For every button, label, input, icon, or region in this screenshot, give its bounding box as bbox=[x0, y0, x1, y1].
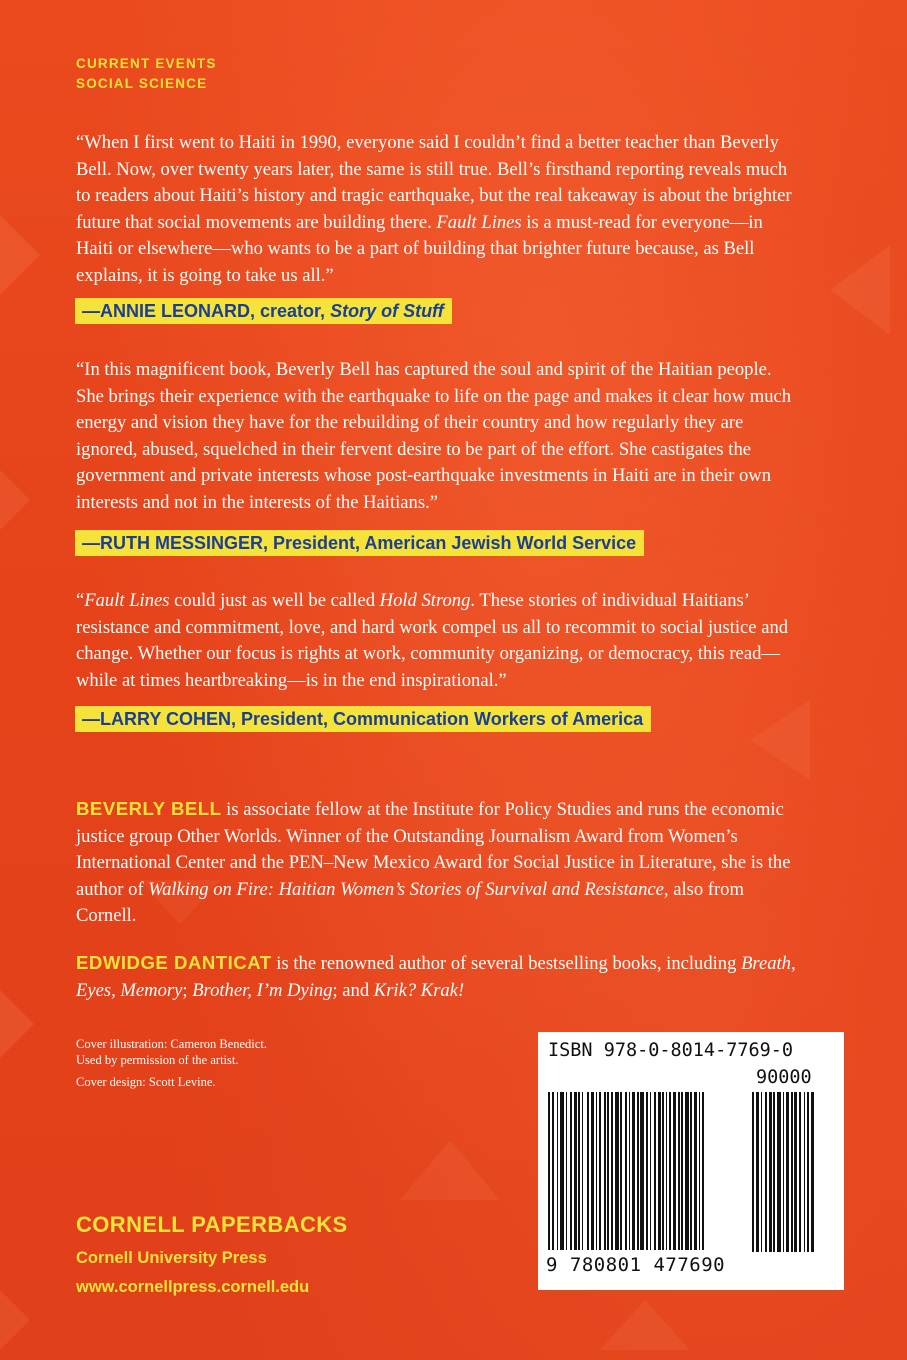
blurb-attribution bbox=[75, 298, 452, 324]
book-title: Fault Lines bbox=[84, 590, 170, 611]
barcode-bar bbox=[804, 1092, 805, 1252]
blurb-text: “In this magnificent book, Beverly Bell has captured the soul and spirit of the Haitian people. She brings their experience with the earthquake to life on the page and makes it clear how much energy and vision they have for the rebuilding of their country and how regularly they are ignored, abused, squelched in their fervent desire to be part of the effort. She castigates the government and private interests whose post-earthquake investments in Haiti are in their own interests and not in the interests of the Haitians.” bbox=[76, 359, 792, 513]
barcode-bar bbox=[777, 1092, 781, 1252]
barcode-bar bbox=[582, 1092, 583, 1250]
barcode-bar bbox=[807, 1092, 809, 1252]
barcode-bar bbox=[666, 1092, 667, 1250]
barcode-bar bbox=[607, 1092, 609, 1250]
author-name: BEVERLY BELL bbox=[76, 798, 222, 819]
barcode-bar bbox=[615, 1092, 619, 1250]
barcode-bar bbox=[560, 1092, 564, 1250]
barcode-bar bbox=[629, 1092, 630, 1250]
author-bio bbox=[76, 950, 796, 1004]
barcode-bar bbox=[791, 1092, 793, 1252]
barcode-bar bbox=[681, 1092, 683, 1250]
press-name: Cornell University Press bbox=[76, 1249, 267, 1267]
ean-bars bbox=[548, 1092, 738, 1250]
barcode-bar bbox=[702, 1092, 704, 1250]
barcode-bar bbox=[685, 1092, 689, 1250]
barcode-bar bbox=[557, 1092, 558, 1250]
barcode-bar bbox=[669, 1092, 671, 1250]
addon-bars bbox=[752, 1092, 834, 1282]
illustration-credit: Cover illustration: Cameron Benedict. bbox=[76, 1037, 267, 1051]
barcode-bar bbox=[658, 1092, 661, 1250]
bio-text: is the renowned author of several bestselling books, including bbox=[271, 953, 742, 974]
blurb-text: could just as well be called bbox=[169, 590, 380, 611]
barcode-bar bbox=[786, 1092, 789, 1252]
barcode-bar bbox=[769, 1092, 772, 1252]
bio-text: is associate fellow at the Institute for Policy Studies and runs the economic justice group Other Worlds. Winner of the Outstanding Journalism Award from Women’s International Center and the PEN–New Mexico Award for Social Justice in Literature, she is the author of bbox=[76, 799, 791, 900]
barcode-bar bbox=[699, 1092, 700, 1250]
book-title: Fault Lines bbox=[436, 211, 522, 233]
barcode-bar bbox=[773, 1092, 775, 1252]
barcode-bar bbox=[794, 1092, 797, 1252]
blurb-text: “When I first went to Haiti in 1990, everyone said I couldn’t find a better teacher than Beverly Bell. Now, over twenty years later, the same is still true. Bell’s firsthand reporting reveals much to readers about Haiti’s history and tragic earthquake, but the real takeaway is about the brighter future that social movements are building there. bbox=[76, 132, 792, 233]
barcode-bar bbox=[783, 1092, 784, 1252]
barcode-bar bbox=[596, 1092, 597, 1250]
barcode-bar bbox=[570, 1092, 572, 1250]
attribution-name: —RUTH MESSINGER, bbox=[82, 533, 269, 553]
isbn-barcode bbox=[538, 1032, 844, 1290]
design-credit: Cover design: Scott Levine. bbox=[76, 1075, 216, 1089]
blurb-quote bbox=[76, 357, 796, 516]
barcode-bar bbox=[640, 1092, 644, 1250]
barcode-bar bbox=[752, 1092, 754, 1252]
quote-mark: “ bbox=[76, 590, 85, 611]
barcode-bar bbox=[604, 1092, 606, 1250]
barcode-bar bbox=[591, 1092, 594, 1250]
category-label: SOCIAL SCIENCE bbox=[76, 76, 208, 91]
barcode-bar bbox=[632, 1092, 635, 1250]
isbn-label: ISBN 978-0-8014-7769-0 bbox=[548, 1040, 794, 1061]
ean-digits: 9 780801 477690 bbox=[546, 1254, 726, 1276]
barcode-bar bbox=[637, 1092, 639, 1250]
book-title: Breath, Eyes, Memory bbox=[76, 953, 796, 1001]
permission-credit: Used by permission of the artist. bbox=[76, 1053, 239, 1067]
barcode-bar bbox=[694, 1092, 697, 1250]
blurb-text: is a must-read for everyone—in Haiti or elsewhere—who wants to be a part of building that brighter future because, as Bell explains, it is going to take us all.” bbox=[76, 211, 763, 286]
price-code: 90000 bbox=[756, 1067, 812, 1088]
barcode-bar bbox=[765, 1092, 767, 1252]
attribution-name: —ANNIE LEONARD, bbox=[82, 301, 256, 321]
barcode-bar bbox=[761, 1092, 762, 1252]
barcode-bar bbox=[673, 1092, 676, 1250]
barcode-bar bbox=[756, 1092, 759, 1252]
barcode-bar bbox=[625, 1092, 627, 1250]
blurb-attribution bbox=[75, 530, 644, 556]
attribution-role: President, American Jewish World Service bbox=[268, 533, 637, 553]
book-title: Hold Strong bbox=[379, 590, 471, 611]
attribution-role: creator, bbox=[255, 301, 331, 321]
bio-text: ; and bbox=[332, 979, 374, 1001]
barcode-bar bbox=[678, 1092, 680, 1250]
barcode-bar bbox=[548, 1092, 550, 1250]
imprint-name: CORNELL PAPERBACKS bbox=[76, 1212, 348, 1237]
barcode-bar bbox=[811, 1092, 814, 1252]
barcode-bar bbox=[578, 1092, 580, 1250]
author-bio bbox=[76, 796, 796, 930]
author-name: EDWIDGE DANTICAT bbox=[76, 952, 272, 973]
bio-text: ; bbox=[182, 979, 193, 1001]
barcode-bar bbox=[654, 1092, 656, 1250]
blurb-quote bbox=[76, 588, 796, 694]
barcode-bar bbox=[587, 1092, 589, 1250]
barcode-bar bbox=[650, 1092, 651, 1250]
book-title: Krik? Krak! bbox=[373, 979, 465, 1001]
blurb-attribution bbox=[75, 706, 651, 732]
barcode-bar bbox=[662, 1092, 664, 1250]
book-title: Walking on Fire: Haitian Women’s Stories of Survival and Resistance bbox=[148, 878, 664, 900]
barcode-bar bbox=[566, 1092, 567, 1250]
attribution-name: —LARRY COHEN, bbox=[82, 709, 237, 729]
barcode-bar bbox=[620, 1092, 622, 1250]
barcode-bar bbox=[799, 1092, 801, 1252]
barcode-bar bbox=[611, 1092, 613, 1250]
barcode-bar bbox=[646, 1092, 648, 1250]
bio-text: , also from Cornell. bbox=[76, 878, 744, 926]
press-url: www.cornellpress.cornell.edu bbox=[76, 1278, 310, 1296]
book-title: Brother, I’m Dying bbox=[192, 979, 333, 1001]
blurb-quote bbox=[76, 130, 796, 289]
barcode-bar bbox=[690, 1092, 692, 1250]
attribution-work: Story of Stuff bbox=[330, 301, 444, 321]
barcode-bar bbox=[574, 1092, 577, 1250]
attribution-role: President, Communication Workers of America bbox=[236, 709, 644, 729]
barcode-bar bbox=[599, 1092, 601, 1250]
blurb-text: . These stories of individual Haitians’ resistance and commitment, love, and hard work compel us all to recommit to social justice and change. Whether our focus is rights at work, community organizing, or democracy, this read—while at times heartbreaking—is in the end inspirational.” bbox=[76, 590, 789, 691]
category-label: CURRENT EVENTS bbox=[76, 56, 217, 71]
barcode-bar bbox=[552, 1092, 554, 1250]
